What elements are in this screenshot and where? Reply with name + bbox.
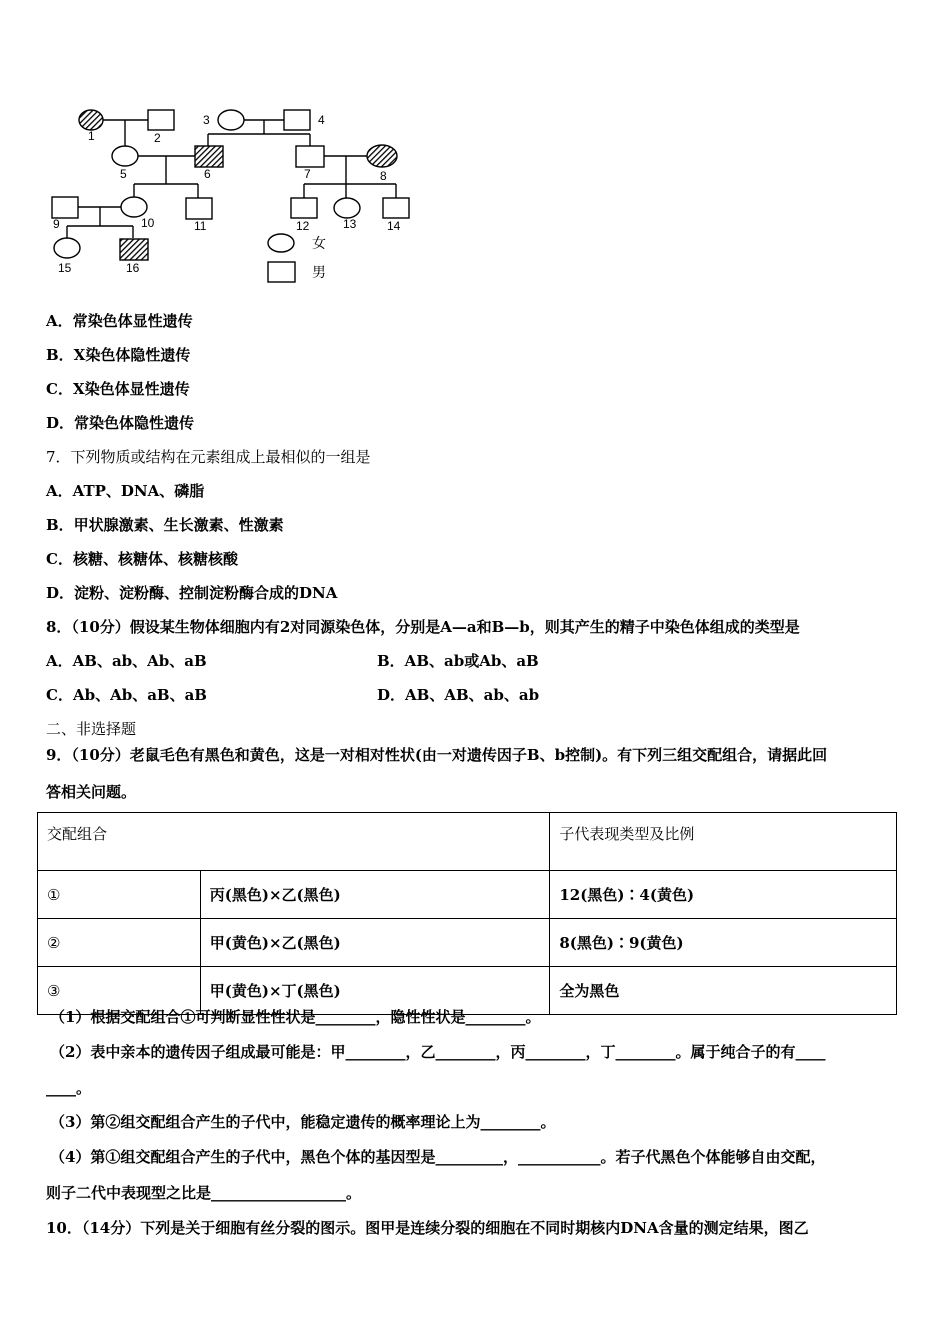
legend-male-label: 男 [312,264,326,280]
q8-option-b: B．AB、ab或Ab、aB [377,652,539,670]
row-number: ③ [38,967,201,1015]
label-6: 6 [204,167,211,181]
individual-13-female [334,198,360,218]
pedigree-diagram [40,100,440,290]
q6-option-c: C．X染色体显性遗传 [46,380,190,398]
q10-stem: 10．（14分）下列是关于细胞有丝分裂的图示。图甲是连续分裂的细胞在不同时期核内DNA含量的测定结果，图乙 [46,1219,809,1237]
label-4: 4 [318,113,325,127]
row-number: ① [38,871,201,919]
q6-option-d: D．常染色体隐性遗传 [46,414,195,432]
label-16: 16 [126,261,140,275]
label-1: 1 [88,129,95,143]
header-result: 子代表现类型及比例 [550,813,897,871]
label-5: 5 [120,167,127,181]
individual-6-affected-male [195,146,223,167]
row-result: 8(黑色)∶9(黄色) [550,919,897,967]
row-cross: 丙(黑色)×乙(黑色) [200,871,550,919]
individual-4-male [284,110,310,130]
q9-stem-line1: 9．（10分）老鼠毛色有黑色和黄色，这是一对相对性状(由一对遗传因子B、b控制)。有下列三组交配组合，请据此回 [46,746,828,764]
label-11: 11 [194,219,207,233]
section-heading: 二、非选择题 [46,720,137,738]
row-result: 全为黑色 [550,967,897,1015]
row-number: ② [38,919,201,967]
table-row [38,919,897,967]
label-13: 13 [343,217,357,231]
q7-option-c: C．核糖、核糖体、核糖核酸 [46,550,238,568]
q6-option-a: A．常染色体显性遗传 [46,312,193,330]
individual-8-affected-female [367,145,397,167]
table-row [38,871,897,919]
q9-sub3: （3）第②组交配组合产生的子代中，能稳定遗传的概率理论上为________。 [50,1113,556,1131]
legend-male-symbol [268,262,295,282]
q9-sub2-line1: （2）表中亲本的遗传因子组成最可能是：甲________，乙________，丙________，丁________。属于纯合子的有____ [50,1043,826,1061]
q9-sub4-line1: （4）第①组交配组合产生的子代中，黑色个体的基因型是_________，___________。若子代黑色个体能够自由交配， [50,1148,826,1166]
individual-2-male [148,110,174,130]
q8-stem: 8．（10分）假设某生物体细胞内有2对同源染色体，分别是A—a和B—b，则其产生的精子中染色体组成的类型是 [46,618,800,636]
row-result: 12(黑色)∶4(黄色) [550,871,897,919]
individual-12-male [291,198,317,218]
individual-7-male [296,146,324,167]
q7-option-b: B．甲状腺激素、生长激素、性激素 [46,516,284,534]
individual-9-male [52,197,78,218]
q9-sub4-line2: 则子二代中表现型之比是__________________。 [46,1184,362,1202]
label-15: 15 [58,261,72,275]
q7-option-d: D．淀粉、淀粉酶、控制淀粉酶合成的DNA [46,584,338,602]
row-cross: 甲(黄色)×丁(黑色) [200,967,550,1015]
q8-option-a: A．AB、ab、Ab、aB [46,652,207,670]
table-header-row [38,813,897,871]
individual-5-female [112,146,138,166]
legend-female-label: 女 [312,235,326,251]
legend-female-symbol [268,234,294,252]
individual-11-male [186,198,212,219]
q7-stem: 7．下列物质或结构在元素组成上最相似的一组是 [46,448,371,466]
individual-1-affected-female [79,110,103,130]
label-9: 9 [53,217,60,231]
q7-option-a: A．ATP、DNA、磷脂 [46,482,205,500]
individual-10-female [121,197,147,217]
label-8: 8 [380,169,387,183]
q8-option-d: D．AB、AB、ab、ab [377,686,540,704]
q8-option-c: C．Ab、Ab、aB、aB [46,686,207,704]
individual-3-female [218,110,244,130]
q9-sub1: （1）根据交配组合①可判断显性性状是________，隐性性状是________。 [50,1008,541,1026]
header-cross: 交配组合 [38,813,550,871]
cross-table [37,812,897,1015]
label-3: 3 [203,113,210,127]
q9-stem-line2: 答相关问题。 [46,783,137,801]
label-2: 2 [154,131,161,145]
q6-option-b: B．X染色体隐性遗传 [46,346,191,364]
q9-sub2-line2: ____。 [46,1079,92,1097]
individual-15-female [54,238,80,258]
row-cross: 甲(黄色)×乙(黑色) [200,919,550,967]
individual-14-male [383,198,409,218]
label-7: 7 [304,167,311,181]
individual-16-affected-male [120,239,148,260]
label-14: 14 [387,219,401,233]
label-12: 12 [296,219,310,233]
label-10: 10 [141,216,155,230]
